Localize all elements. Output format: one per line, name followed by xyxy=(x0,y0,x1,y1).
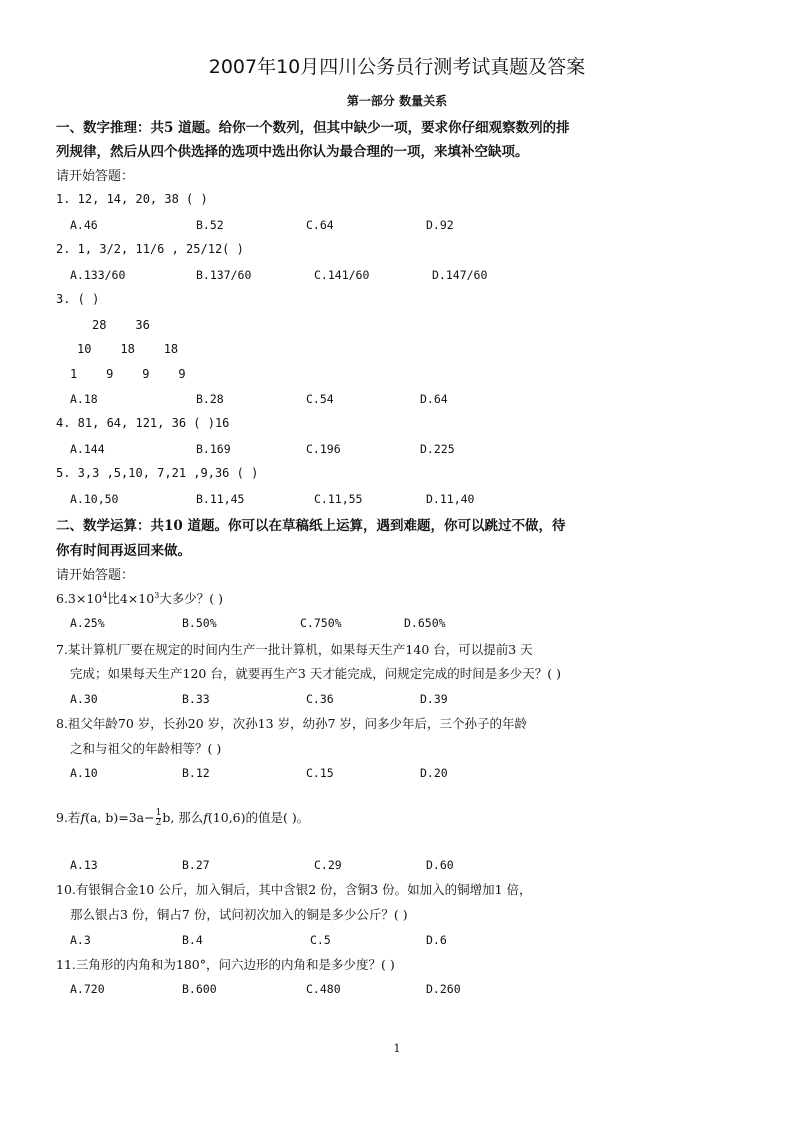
q8-option-b: B.12 xyxy=(182,766,210,780)
question-4: 4. 81, 64, 121, 36 ( )16 xyxy=(56,416,230,430)
question-10-line-1: 10.有银铜合金10 公斤，加入铜后，其中含银2 份，含铜3 份。如加入的铜增加1 倍， xyxy=(56,882,532,897)
q3-option-a: A.18 xyxy=(70,392,98,406)
q9-part-3: (10,6)的值是( )。 xyxy=(207,810,310,825)
q9-args: (a, b)=3a− xyxy=(85,810,155,825)
q6-option-a: A.25% xyxy=(70,616,105,630)
section2-heading-line2: 你有时间再返回来做。 xyxy=(56,543,191,559)
question-7-line-2: 完成；如果每天生产120 台，就要再生产3 天才能完成，问规定完成的时间是多少天？( ) xyxy=(70,666,561,681)
question-7-line-1: 7.某计算机厂要在规定的时间内生产一批计算机，如果每天生产140 台，可以提前3 天 xyxy=(56,642,533,657)
q7-option-a: A.30 xyxy=(70,692,98,706)
part-heading: 第一部分 数量关系 xyxy=(346,94,448,108)
q1-option-c: C.64 xyxy=(306,218,334,232)
q1-option-a: A.46 xyxy=(70,218,98,232)
q9-option-d: D.60 xyxy=(426,858,454,872)
question-2: 2. 1, 3/2, 11/6 , 25/12( ) xyxy=(56,242,244,256)
q9-option-a: A.13 xyxy=(70,858,98,872)
q9-function-name-2: f xyxy=(203,810,208,825)
q2-option-c: C.141/60 xyxy=(314,268,370,282)
q6-option-c: C.750% xyxy=(300,616,342,630)
q6-exponent-1: 4 xyxy=(102,590,108,600)
q8-option-a: A.10 xyxy=(70,766,98,780)
q9-option-b: B.27 xyxy=(182,858,210,872)
q11-option-c: C.480 xyxy=(306,982,341,996)
q10-option-b: B.4 xyxy=(182,933,203,947)
q8-option-d: D.20 xyxy=(420,766,448,780)
q2-option-a: A.133/60 xyxy=(70,268,126,282)
q4-option-a: A.144 xyxy=(70,442,105,456)
q5-option-a: A.10,50 xyxy=(70,492,119,506)
q5-option-c: C.11,55 xyxy=(314,492,363,506)
q7-option-b: B.33 xyxy=(182,692,210,706)
question-6 xyxy=(56,589,223,607)
q4-option-b: B.169 xyxy=(196,442,231,456)
q6-option-b: B.50% xyxy=(182,616,217,630)
q11-option-a: A.720 xyxy=(70,982,105,996)
section1-heading-line2: 列规律，然后从四个供选择的选项中选出你认为最合理的一项，来填补空缺项。 xyxy=(56,144,529,160)
question-8-line-2: 之和与祖父的年龄相等？( ) xyxy=(70,741,222,756)
page-title: 2007年10月四川公务员行测考试真题及答案 xyxy=(208,56,586,78)
q6-option-d: D.650% xyxy=(404,616,446,630)
q8-option-c: C.15 xyxy=(306,766,334,780)
q10-option-d: D.6 xyxy=(426,933,447,947)
q3-option-d: D.64 xyxy=(420,392,448,406)
q3-pyramid-row-1: 28 36 xyxy=(92,318,150,332)
q9-fraction xyxy=(156,809,162,828)
question-3: 3. ( ) xyxy=(56,292,100,306)
q3-option-b: B.28 xyxy=(196,392,224,406)
q3-pyramid-row-3: 1 9 9 9 xyxy=(70,367,186,381)
q7-option-d: D.39 xyxy=(420,692,448,706)
q10-option-c: C.5 xyxy=(310,933,331,947)
q9-option-c: C.29 xyxy=(314,858,342,872)
q9-function-name: f xyxy=(80,810,86,825)
section2-heading-line1: 二、数学运算：共10 道题。你可以在草稿纸上运算，遇到难题，你可以跳过不做，待 xyxy=(56,518,566,534)
question-1: 1. 12, 14, 20, 38 ( ) xyxy=(56,192,208,206)
q7-option-c: C.36 xyxy=(306,692,334,706)
question-10-line-2: 那么银占3 份，铜占7 份，试问初次加入的铜是多少公斤？( ) xyxy=(70,907,408,922)
question-8-line-1: 8.祖父年龄70 岁，长孙20 岁，次孙13 岁，幼孙7 岁，问多少年后，三个孙子的年龄 xyxy=(56,716,527,731)
q2-option-b: B.137/60 xyxy=(196,268,252,282)
q2-option-d: D.147/60 xyxy=(432,268,488,282)
q6-exponent-2: 3 xyxy=(154,590,160,600)
page-number: 1 xyxy=(393,1042,401,1055)
q9-part-1: 9.若 xyxy=(56,810,81,825)
q4-option-c: C.196 xyxy=(306,442,341,456)
q10-option-a: A.3 xyxy=(70,933,91,947)
q9-fraction-numerator: 1 xyxy=(155,808,162,818)
section1-heading-line1: 一、数字推理：共5 道题。给你一个数列，但其中缺少一项，要求你仔细观察数列的排 xyxy=(56,120,570,136)
question-11: 11.三角形的内角和为180°，问六边形的内角和是多少度？( ) xyxy=(56,957,395,972)
section2-start: 请开始答题： xyxy=(56,568,135,583)
section1-start: 请开始答题： xyxy=(56,169,135,184)
q1-option-d: D.92 xyxy=(426,218,454,232)
q6-part-1: 6.3×10 xyxy=(56,591,103,606)
q11-option-d: D.260 xyxy=(426,982,461,996)
q6-part-3: 大多少？( ) xyxy=(159,591,224,606)
q6-part-2: 比4×10 xyxy=(107,591,155,606)
q5-option-d: D.11,40 xyxy=(426,492,475,506)
q3-option-c: C.54 xyxy=(306,392,334,406)
q3-pyramid-row-2: 10 18 18 xyxy=(77,342,179,356)
question-9 xyxy=(56,808,309,828)
q1-option-b: B.52 xyxy=(196,218,224,232)
q5-option-b: B.11,45 xyxy=(196,492,245,506)
q9-part-2: b, 那么 xyxy=(162,810,204,825)
q11-option-b: B.600 xyxy=(182,982,217,996)
q4-option-d: D.225 xyxy=(420,442,455,456)
question-5: 5. 3,3 ,5,10, 7,21 ,9,36 ( ) xyxy=(56,466,259,480)
q9-fraction-denominator: 2 xyxy=(155,818,162,828)
